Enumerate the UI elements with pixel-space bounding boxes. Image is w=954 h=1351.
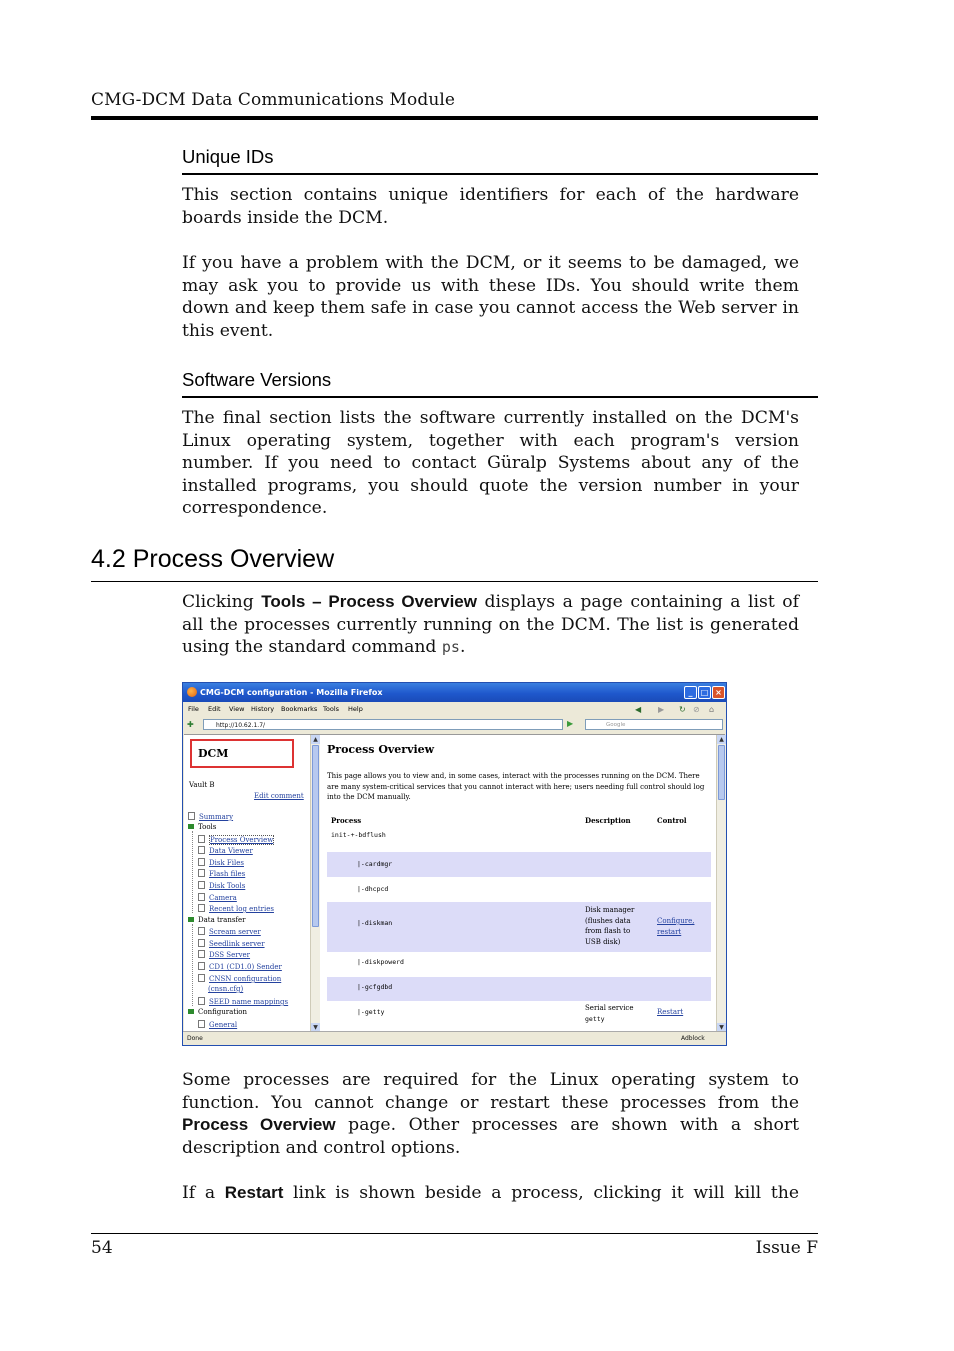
col-control-header: Control xyxy=(657,816,687,825)
page-content xyxy=(184,734,725,1032)
menu-help[interactable]: Help xyxy=(348,705,363,713)
table-row xyxy=(327,977,711,1001)
menu-bookmarks[interactable]: Bookmarks xyxy=(281,705,318,713)
page-icon xyxy=(198,1020,205,1028)
restart-link[interactable]: Restart xyxy=(657,1008,684,1016)
sidebar-folder-tools[interactable] xyxy=(188,823,216,831)
intro-text-c: . xyxy=(459,637,466,657)
intro-text-a: Clicking xyxy=(182,592,262,612)
scroll-down-icon[interactable]: ▼ xyxy=(717,1023,726,1032)
page-icon xyxy=(188,812,195,820)
description-line: Serial service xyxy=(585,1004,634,1012)
page-number: 54 xyxy=(91,1238,113,1258)
table-row xyxy=(327,952,711,977)
disk-files-link[interactable]: Disk Files xyxy=(209,859,244,867)
menu-tools[interactable]: Tools xyxy=(323,705,340,713)
ps-command: ps xyxy=(441,638,460,656)
tree-line xyxy=(192,924,194,1006)
running-header: CMG-DCM Data Communications Module xyxy=(91,90,456,110)
page-icon xyxy=(198,893,205,901)
sidebar-item-cnsn-cfg[interactable] xyxy=(208,985,243,993)
camera-link[interactable]: Camera xyxy=(209,894,237,902)
p3-bold-term: Restart xyxy=(224,1183,284,1202)
configuration-label: Configuration xyxy=(198,1008,248,1016)
sidebar-item-seed-name-mappings[interactable] xyxy=(198,997,288,1006)
software-versions-heading: Software Versions xyxy=(182,369,332,390)
description-line: Disk manager xyxy=(585,906,635,914)
sidebar-item-general[interactable] xyxy=(198,1020,237,1029)
col-description-header: Description xyxy=(585,816,631,825)
cnsn-cfg-link[interactable]: (cnsn.cfg) xyxy=(208,985,244,993)
address-toolbar xyxy=(183,717,726,733)
summary-link[interactable]: Summary xyxy=(199,813,234,821)
process-overview-heading: 4.2 Process Overview xyxy=(91,545,335,573)
sidebar-folder-configuration[interactable] xyxy=(188,1008,247,1016)
issue-label: Issue F xyxy=(755,1238,818,1258)
adblock-indicator[interactable]: Adblock xyxy=(681,1035,705,1042)
menu-path: Tools – Process Overview xyxy=(261,592,477,611)
edit-comment-link[interactable]: Edit comment xyxy=(254,792,304,800)
menu-view[interactable]: View xyxy=(229,705,245,713)
maximize-icon[interactable]: □ xyxy=(698,686,711,699)
process-overview-paragraph-2 xyxy=(182,1069,799,1159)
general-link[interactable]: General xyxy=(209,1021,238,1029)
unique-ids-paragraph-1: This section contains unique identifiers for each of the hardware boards inside the DCM. xyxy=(182,185,799,228)
table-row xyxy=(327,1001,711,1032)
page-icon xyxy=(198,962,205,970)
data-viewer-link[interactable]: Data Viewer xyxy=(209,847,253,855)
process-controls xyxy=(657,916,694,937)
scrollbar-thumb[interactable] xyxy=(718,745,725,800)
p2-bold-term: Process Overview xyxy=(182,1115,336,1134)
sidebar-item-disk-tools[interactable] xyxy=(198,881,245,890)
restart-link[interactable]: restart xyxy=(657,927,682,936)
page-title: Process Overview xyxy=(327,743,435,756)
scrollbar-thumb[interactable] xyxy=(312,745,319,927)
sidebar-item-scream-server[interactable] xyxy=(198,927,261,936)
sidebar-item-process-overview[interactable] xyxy=(198,835,274,844)
dcm-logo: DCM xyxy=(190,739,294,768)
unique-ids-paragraph-2: If you have a problem with the DCM, or it seems to be damaged, we may ask you to provide us with these IDs. You should write them down and keep them safe in case you cannot access the Web server in this event. xyxy=(182,253,799,341)
sidebar-item-recent-log[interactable] xyxy=(198,904,274,913)
col-process-header: Process xyxy=(331,816,362,825)
minimize-icon[interactable]: _ xyxy=(684,686,697,699)
configure-link[interactable]: Configure, xyxy=(657,917,695,925)
sidebar-item-seedlink-server[interactable] xyxy=(198,939,265,948)
software-versions-rule xyxy=(182,396,818,398)
page-icon xyxy=(198,950,205,958)
description-line: USB disk) xyxy=(585,937,621,946)
add-bookmark-icon[interactable]: ✚ xyxy=(187,720,194,729)
description-line: getty xyxy=(585,1014,605,1023)
table-row xyxy=(327,852,711,877)
home-icon[interactable]: ⌂ xyxy=(709,705,715,714)
cd1-sender-link[interactable]: CD1 (CD1.0) Sender xyxy=(209,963,282,971)
folder-icon xyxy=(188,824,194,829)
sidebar-item-data-viewer[interactable] xyxy=(198,846,253,855)
process-overview-intro xyxy=(182,591,799,659)
reload-icon[interactable]: ↻ xyxy=(679,705,686,714)
disk-tools-link[interactable]: Disk Tools xyxy=(209,882,246,890)
cnsn-configuration-link[interactable]: CNSN configuration xyxy=(209,975,282,983)
window-titlebar xyxy=(183,683,726,702)
sidebar-item-camera[interactable] xyxy=(198,893,237,902)
scroll-down-icon[interactable]: ▼ xyxy=(311,1023,320,1032)
back-icon[interactable]: ◀ xyxy=(635,705,642,714)
status-bar xyxy=(183,1031,726,1046)
scream-server-link[interactable]: Scream server xyxy=(209,928,261,936)
tree-line xyxy=(192,831,194,913)
sidebar-item-flash-files[interactable] xyxy=(198,869,245,878)
process-name: |-gcfgdbd xyxy=(357,983,393,991)
data-transfer-label: Data transfer xyxy=(198,916,246,924)
forward-icon[interactable]: ▶ xyxy=(658,705,665,714)
seed-name-mappings-link[interactable]: SEED name mappings xyxy=(209,998,289,1006)
firefox-icon xyxy=(187,687,197,697)
scroll-up-icon[interactable]: ▲ xyxy=(717,735,726,744)
unique-ids-heading: Unique IDs xyxy=(182,146,274,167)
process-overview-page xyxy=(321,735,716,1032)
folder-icon xyxy=(188,1009,194,1014)
unique-ids-rule xyxy=(182,173,818,175)
folder-icon xyxy=(188,917,194,922)
page-icon xyxy=(198,927,205,935)
page-icon xyxy=(198,835,205,843)
sidebar-item-cd1-sender[interactable] xyxy=(198,962,282,971)
stop-icon[interactable]: ⊘ xyxy=(693,705,700,714)
sidebar-item-dss-server[interactable] xyxy=(198,950,250,959)
device-name: Vault B xyxy=(189,781,215,789)
tools-label: Tools xyxy=(198,823,217,831)
scroll-up-icon[interactable]: ▲ xyxy=(311,735,320,744)
url-input[interactable]: http://10.62.1.7/ xyxy=(203,719,563,730)
menu-file[interactable]: File xyxy=(188,705,199,713)
sidebar-scrollbar[interactable] xyxy=(310,735,320,1032)
main-scrollbar[interactable] xyxy=(716,735,726,1032)
sidebar-item-cnsn-configuration[interactable] xyxy=(198,974,281,983)
menu-edit[interactable]: Edit xyxy=(208,705,221,713)
p3-text-b: link is shown beside a process, clicking it will kill the xyxy=(283,1183,800,1203)
p3-text-a: If a xyxy=(182,1183,225,1203)
page-icon xyxy=(198,904,205,912)
section-rule xyxy=(91,581,818,582)
dss-server-link[interactable]: DSS Server xyxy=(209,951,251,959)
description-line: from flash to xyxy=(585,927,631,935)
page-icon xyxy=(198,997,205,1005)
firefox-screenshot xyxy=(182,682,727,1046)
process-description xyxy=(585,905,634,947)
process-name: |-diskman xyxy=(357,919,393,927)
footer-rule xyxy=(91,1233,818,1234)
window-title: CMG-DCM configuration - Mozilla Firefox xyxy=(200,688,383,697)
seedlink-server-link[interactable]: Seedlink server xyxy=(209,940,265,948)
intro-text-b: displays a page containing a list of all the processes currently running on the DCM. The list is generated using the standard command xyxy=(182,592,799,657)
page-icon xyxy=(198,939,205,947)
close-icon[interactable]: × xyxy=(712,686,725,699)
process-name: init-+-bdflush xyxy=(331,831,386,839)
page-description: This page allows you to view and, in some cases, interact with the processes running on the DCM. There are many system-critical services that you cannot interact with here; users needing full control should log into the DCM manually. xyxy=(327,772,705,801)
page-icon xyxy=(198,869,205,877)
sidebar-item-summary[interactable] xyxy=(188,812,233,821)
process-description xyxy=(585,1003,634,1024)
sidebar-folder-data-transfer[interactable] xyxy=(188,916,246,924)
p2-text-b: page. Other processes are shown with a short description and control options. xyxy=(182,1115,800,1158)
page-icon xyxy=(198,974,205,982)
p2-text-a: Some processes are required for the Linux operating system to function. You cannot change or restart these processes from the xyxy=(182,1070,799,1113)
process-name: |-dhcpcd xyxy=(357,885,389,893)
recent-log-link[interactable]: Recent log entries xyxy=(209,905,274,913)
dcm-sidebar xyxy=(184,735,311,1032)
go-icon[interactable]: ▶ xyxy=(567,719,574,728)
search-input[interactable]: Google xyxy=(585,719,723,730)
page-icon xyxy=(198,858,205,866)
menu-history[interactable]: History xyxy=(251,705,275,713)
sidebar-item-disk-files[interactable] xyxy=(198,858,244,867)
status-text: Done xyxy=(187,1035,203,1042)
table-row xyxy=(327,828,711,852)
process-overview-paragraph-3 xyxy=(182,1182,799,1205)
process-overview-link[interactable]: Process Overview xyxy=(210,836,274,844)
process-name: |-getty xyxy=(357,1008,385,1016)
menu-bar xyxy=(183,702,726,716)
header-rule xyxy=(91,116,818,120)
description-line: (flushes data xyxy=(585,916,631,925)
table-row xyxy=(327,902,711,952)
process-name: |-diskpowerd xyxy=(357,958,404,966)
table-row xyxy=(327,877,711,902)
flash-files-link[interactable]: Flash files xyxy=(209,870,246,878)
process-name: |-cardmgr xyxy=(357,860,393,868)
software-versions-paragraph: The final section lists the software currently installed on the DCM's Linux operating system, together with each program's version number. If you need to contact Güralp Systems about any of the installed programs, you should quote the version number in your correspondence. xyxy=(182,408,799,518)
page-icon xyxy=(198,846,205,854)
process-controls xyxy=(657,1007,683,1018)
page-icon xyxy=(198,881,205,889)
